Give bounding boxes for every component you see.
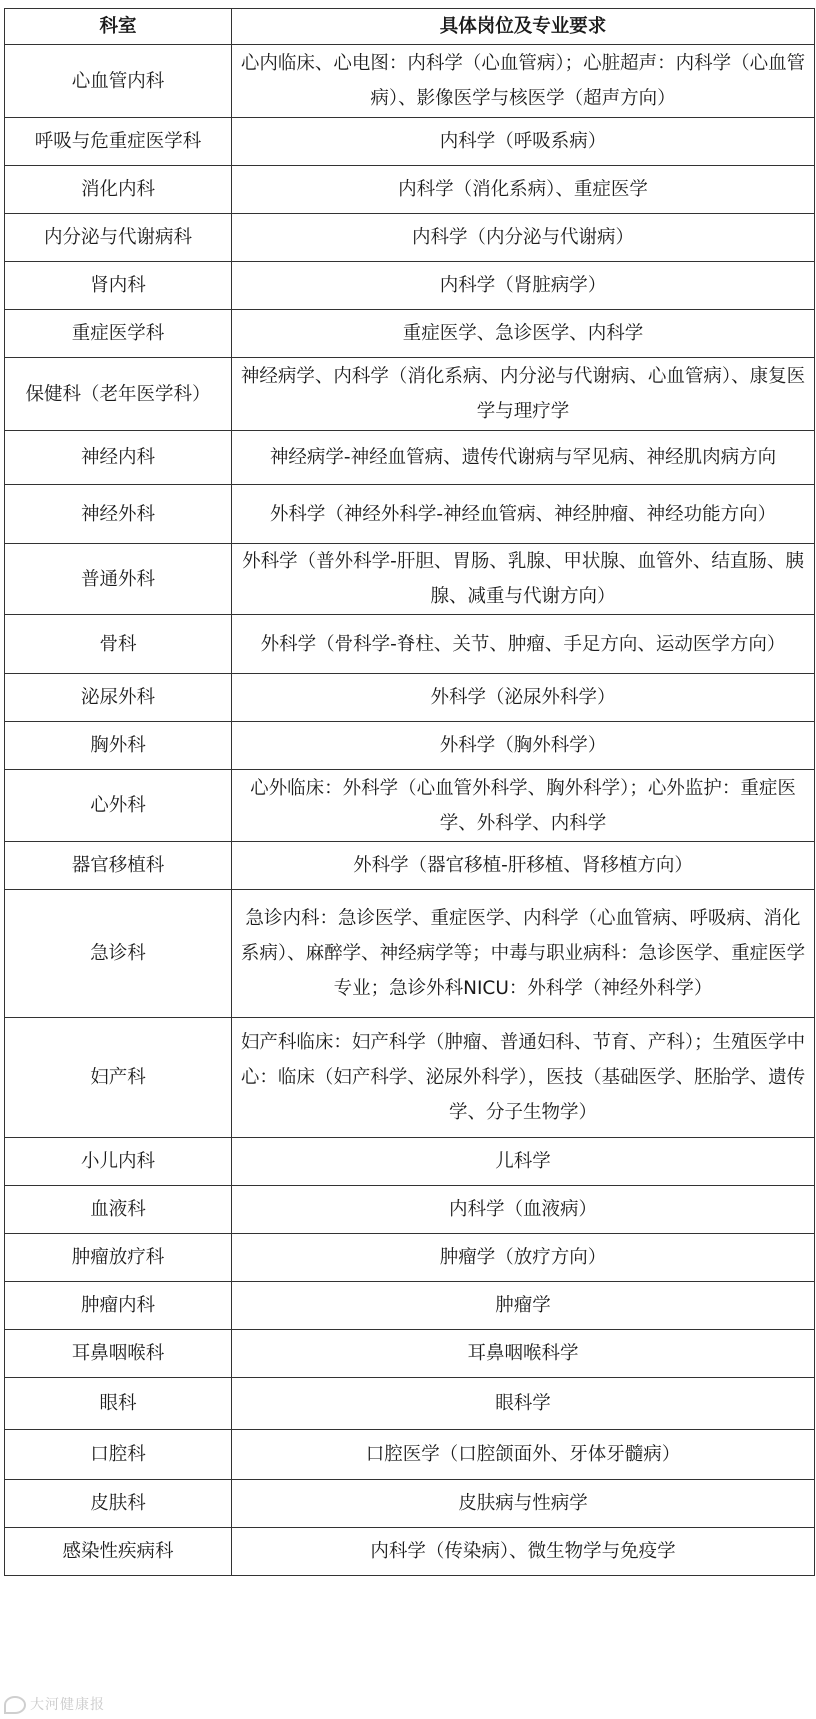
requirement-cell: 神经病学-神经血管病、遗传代谢病与罕见病、神经肌肉病方向 xyxy=(232,431,815,485)
requirement-cell: 肿瘤学（放疗方向） xyxy=(232,1234,815,1282)
requirement-cell: 重症医学、急诊医学、内科学 xyxy=(232,310,815,358)
department-cell: 泌尿外科 xyxy=(5,674,232,722)
requirement-cell: 内科学（呼吸系病） xyxy=(232,118,815,166)
department-cell: 小儿内科 xyxy=(5,1138,232,1186)
table-row xyxy=(5,485,815,544)
department-cell: 器官移植科 xyxy=(5,842,232,890)
requirement-cell: 外科学（神经外科学-神经血管病、神经肿瘤、神经功能方向） xyxy=(232,485,815,544)
department-cell: 胸外科 xyxy=(5,722,232,770)
requirement-cell: 眼科学 xyxy=(232,1378,815,1430)
requirement-cell: 儿科学 xyxy=(232,1138,815,1186)
department-cell: 心外科 xyxy=(5,770,232,842)
department-cell: 急诊科 xyxy=(5,890,232,1018)
requirement-cell: 内科学（内分泌与代谢病） xyxy=(232,214,815,262)
requirement-cell: 内科学（血液病） xyxy=(232,1186,815,1234)
table-row xyxy=(5,1480,815,1528)
department-cell: 感染性疾病科 xyxy=(5,1528,232,1576)
department-cell: 皮肤科 xyxy=(5,1480,232,1528)
table-row xyxy=(5,1138,815,1186)
department-cell: 呼吸与危重症医学科 xyxy=(5,118,232,166)
department-cell: 消化内科 xyxy=(5,166,232,214)
watermark xyxy=(4,1694,105,1714)
department-cell: 肿瘤内科 xyxy=(5,1282,232,1330)
requirement-cell: 心外临床：外科学（心血管外科学、胸外科学）；心外监护：重症医学、外科学、内科学 xyxy=(232,770,815,842)
table-row xyxy=(5,722,815,770)
department-cell: 眼科 xyxy=(5,1378,232,1430)
requirement-cell: 外科学（骨科学-脊柱、关节、肿瘤、手足方向、运动医学方向） xyxy=(232,615,815,674)
requirement-cell: 内科学（肾脏病学） xyxy=(232,262,815,310)
requirement-cell: 肿瘤学 xyxy=(232,1282,815,1330)
requirement-cell: 急诊内科：急诊医学、重症医学、内科学（心血管病、呼吸病、消化系病）、麻醉学、神经病学等；中毒与职业病科：急诊医学、重症医学专业；急诊外科NICU：外科学（神经外科学） xyxy=(232,890,815,1018)
requirement-cell: 耳鼻咽喉科学 xyxy=(232,1330,815,1378)
requirement-cell: 外科学（胸外科学） xyxy=(232,722,815,770)
table-row xyxy=(5,118,815,166)
table-row xyxy=(5,890,815,1018)
requirement-cell: 内科学（传染病）、微生物学与免疫学 xyxy=(232,1528,815,1576)
requirement-cell: 外科学（普外科学-肝胆、胃肠、乳腺、甲状腺、血管外、结直肠、胰腺、减重与代谢方向） xyxy=(232,544,815,615)
table-row xyxy=(5,431,815,485)
requirement-cell: 外科学（器官移植-肝移植、肾移植方向） xyxy=(232,842,815,890)
department-cell: 重症医学科 xyxy=(5,310,232,358)
department-cell: 血液科 xyxy=(5,1186,232,1234)
table-row xyxy=(5,310,815,358)
table-row xyxy=(5,1378,815,1430)
department-cell: 神经内科 xyxy=(5,431,232,485)
header-department: 科室 xyxy=(5,9,232,45)
table-row xyxy=(5,1330,815,1378)
requirement-cell: 神经病学、内科学（消化系病、内分泌与代谢病、心血管病）、康复医学与理疗学 xyxy=(232,358,815,431)
table-row xyxy=(5,1234,815,1282)
table-row xyxy=(5,1528,815,1576)
department-cell: 骨科 xyxy=(5,615,232,674)
table-row xyxy=(5,1186,815,1234)
department-cell: 肾内科 xyxy=(5,262,232,310)
table-row xyxy=(5,1018,815,1138)
table-row xyxy=(5,544,815,615)
document-sheet xyxy=(4,8,814,1576)
table-header-row xyxy=(5,9,815,45)
requirement-cell: 皮肤病与性病学 xyxy=(232,1480,815,1528)
department-cell: 口腔科 xyxy=(5,1430,232,1480)
table-row xyxy=(5,615,815,674)
table-row xyxy=(5,1282,815,1330)
department-cell: 普通外科 xyxy=(5,544,232,615)
table-row xyxy=(5,842,815,890)
department-cell: 保健科（老年医学科） xyxy=(5,358,232,431)
requirement-cell: 口腔医学（口腔颌面外、牙体牙髓病） xyxy=(232,1430,815,1480)
requirement-cell: 妇产科临床：妇产科学（肿瘤、普通妇科、节育、产科）；生殖医学中心：临床（妇产科学、泌尿外科学），医技（基础医学、胚胎学、遗传学、分子生物学） xyxy=(232,1018,815,1138)
department-cell: 内分泌与代谢病科 xyxy=(5,214,232,262)
table-row xyxy=(5,674,815,722)
table-row xyxy=(5,770,815,842)
requirement-cell: 外科学（泌尿外科学） xyxy=(232,674,815,722)
watermark-text: 大河健康报 xyxy=(30,1697,105,1713)
table-row xyxy=(5,166,815,214)
department-cell: 妇产科 xyxy=(5,1018,232,1138)
requirement-cell: 心内临床、心电图：内科学（心血管病）；心脏超声：内科学（心血管病）、影像医学与核医学（超声方向） xyxy=(232,45,815,118)
table-row xyxy=(5,262,815,310)
table-row xyxy=(5,45,815,118)
table-row xyxy=(5,1430,815,1480)
department-cell: 耳鼻咽喉科 xyxy=(5,1330,232,1378)
table-row xyxy=(5,358,815,431)
watermark-logo-icon xyxy=(4,1696,26,1714)
requirement-cell: 内科学（消化系病）、重症医学 xyxy=(232,166,815,214)
department-cell: 肿瘤放疗科 xyxy=(5,1234,232,1282)
department-cell: 神经外科 xyxy=(5,485,232,544)
department-cell: 心血管内科 xyxy=(5,45,232,118)
department-requirements-table xyxy=(4,8,815,1576)
table-row xyxy=(5,214,815,262)
header-requirements: 具体岗位及专业要求 xyxy=(232,9,815,45)
